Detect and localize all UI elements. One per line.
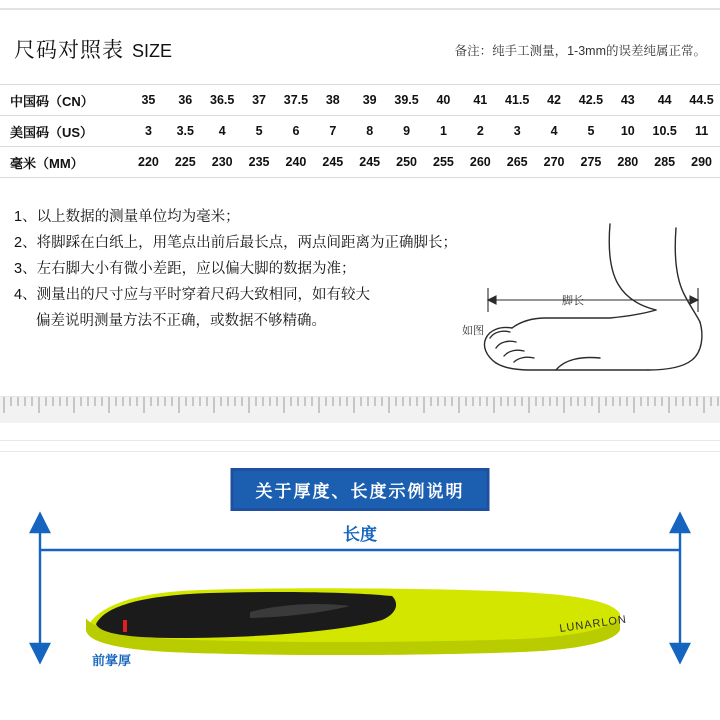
table-row (0, 85, 720, 116)
table-row (0, 147, 720, 178)
ruler-decoration (0, 396, 720, 423)
instruction-line: 4、测量出的尺寸应与平时穿着尺码大致相同，如有较大 (14, 287, 371, 303)
cell: 5 (241, 116, 278, 147)
cell: 9 (388, 116, 425, 147)
cell: 285 (646, 147, 683, 178)
cell: 41.5 (499, 85, 536, 116)
cell: 5 (573, 116, 610, 147)
cell: 41 (462, 85, 499, 116)
cell: 6 (278, 116, 315, 147)
banner-label: 关于厚度、长度示例说明 (255, 482, 465, 501)
cell: 250 (388, 147, 425, 178)
cell: 3.5 (167, 116, 204, 147)
cell: 245 (314, 147, 351, 178)
cell: 43 (609, 85, 646, 116)
row-label-cn: 中国码（CN） (0, 85, 130, 116)
foot-diagram (460, 218, 710, 403)
length-label: 长度 (343, 525, 377, 544)
thickness-section (0, 452, 720, 720)
chart-title-en: SIZE (132, 41, 173, 61)
cell: 44 (646, 85, 683, 116)
cell: 230 (204, 147, 241, 178)
cell: 4 (204, 116, 241, 147)
cell: 270 (536, 147, 573, 178)
cell: 37 (241, 85, 278, 116)
forefoot-thickness-mark (123, 620, 127, 632)
ruler-icon (0, 397, 720, 423)
cell: 3 (499, 116, 536, 147)
measurement-note: 备注：纯手工测量，1-3mm的误差纯属正常。 (454, 44, 706, 58)
insole-illustration (0, 452, 720, 720)
cell: 265 (499, 147, 536, 178)
page-title (14, 34, 172, 64)
cell: 2 (462, 116, 499, 147)
cell: 1 (425, 116, 462, 147)
instruction-line: 偏差说明测量方法不正确，或数据不够精确。 (36, 313, 326, 329)
cell: 245 (351, 147, 388, 178)
cell: 42.5 (573, 85, 610, 116)
brand-text: LUNARLON (558, 613, 628, 635)
chart-header (0, 34, 720, 68)
table-row (0, 116, 720, 147)
cell: 280 (609, 147, 646, 178)
measurement-instructions (14, 204, 474, 334)
cell: 255 (425, 147, 462, 178)
cell: 39 (351, 85, 388, 116)
forefoot-thickness-label: 前掌厚 (92, 653, 132, 668)
cell: 36 (167, 85, 204, 116)
cell: 235 (241, 147, 278, 178)
cell: 37.5 (278, 85, 315, 116)
cell: 240 (278, 147, 315, 178)
cell: 10.5 (646, 116, 683, 147)
instruction-line: 1、以上数据的测量单位均为毫米； (14, 209, 240, 225)
cell: 40 (425, 85, 462, 116)
cell: 3 (130, 116, 167, 147)
row-label-us: 美国码（US） (0, 116, 130, 147)
cell: 11 (683, 116, 720, 147)
cell: 44.5 (683, 85, 720, 116)
cell: 36.5 (204, 85, 241, 116)
row-label-mm: 毫米（MM） (0, 147, 130, 178)
cell: 39.5 (388, 85, 425, 116)
foot-outline-icon (460, 218, 710, 403)
cell: 225 (167, 147, 204, 178)
cell: 35 (130, 85, 167, 116)
cell: 38 (314, 85, 351, 116)
cell: 4 (536, 116, 573, 147)
foot-diagram-caption: 如图 (462, 325, 484, 337)
instruction-line: 2、将脚踩在白纸上，用笔点出前后最长点，两点间距离为正确脚长； (14, 235, 458, 251)
cell: 220 (130, 147, 167, 178)
instruction-line: 3、左右脚大小有微小差距，应以偏大脚的数据为准； (14, 261, 356, 277)
cell: 290 (683, 147, 720, 178)
chart-title-cn: 尺码对照表 (14, 39, 124, 62)
section-divider (0, 440, 720, 452)
cell: 7 (314, 116, 351, 147)
cell: 42 (536, 85, 573, 116)
cell: 8 (351, 116, 388, 147)
size-table (0, 84, 720, 178)
cell: 10 (609, 116, 646, 147)
cell: 275 (573, 147, 610, 178)
top-divider (0, 8, 720, 10)
foot-length-label: 脚长 (562, 295, 584, 307)
cell: 260 (462, 147, 499, 178)
